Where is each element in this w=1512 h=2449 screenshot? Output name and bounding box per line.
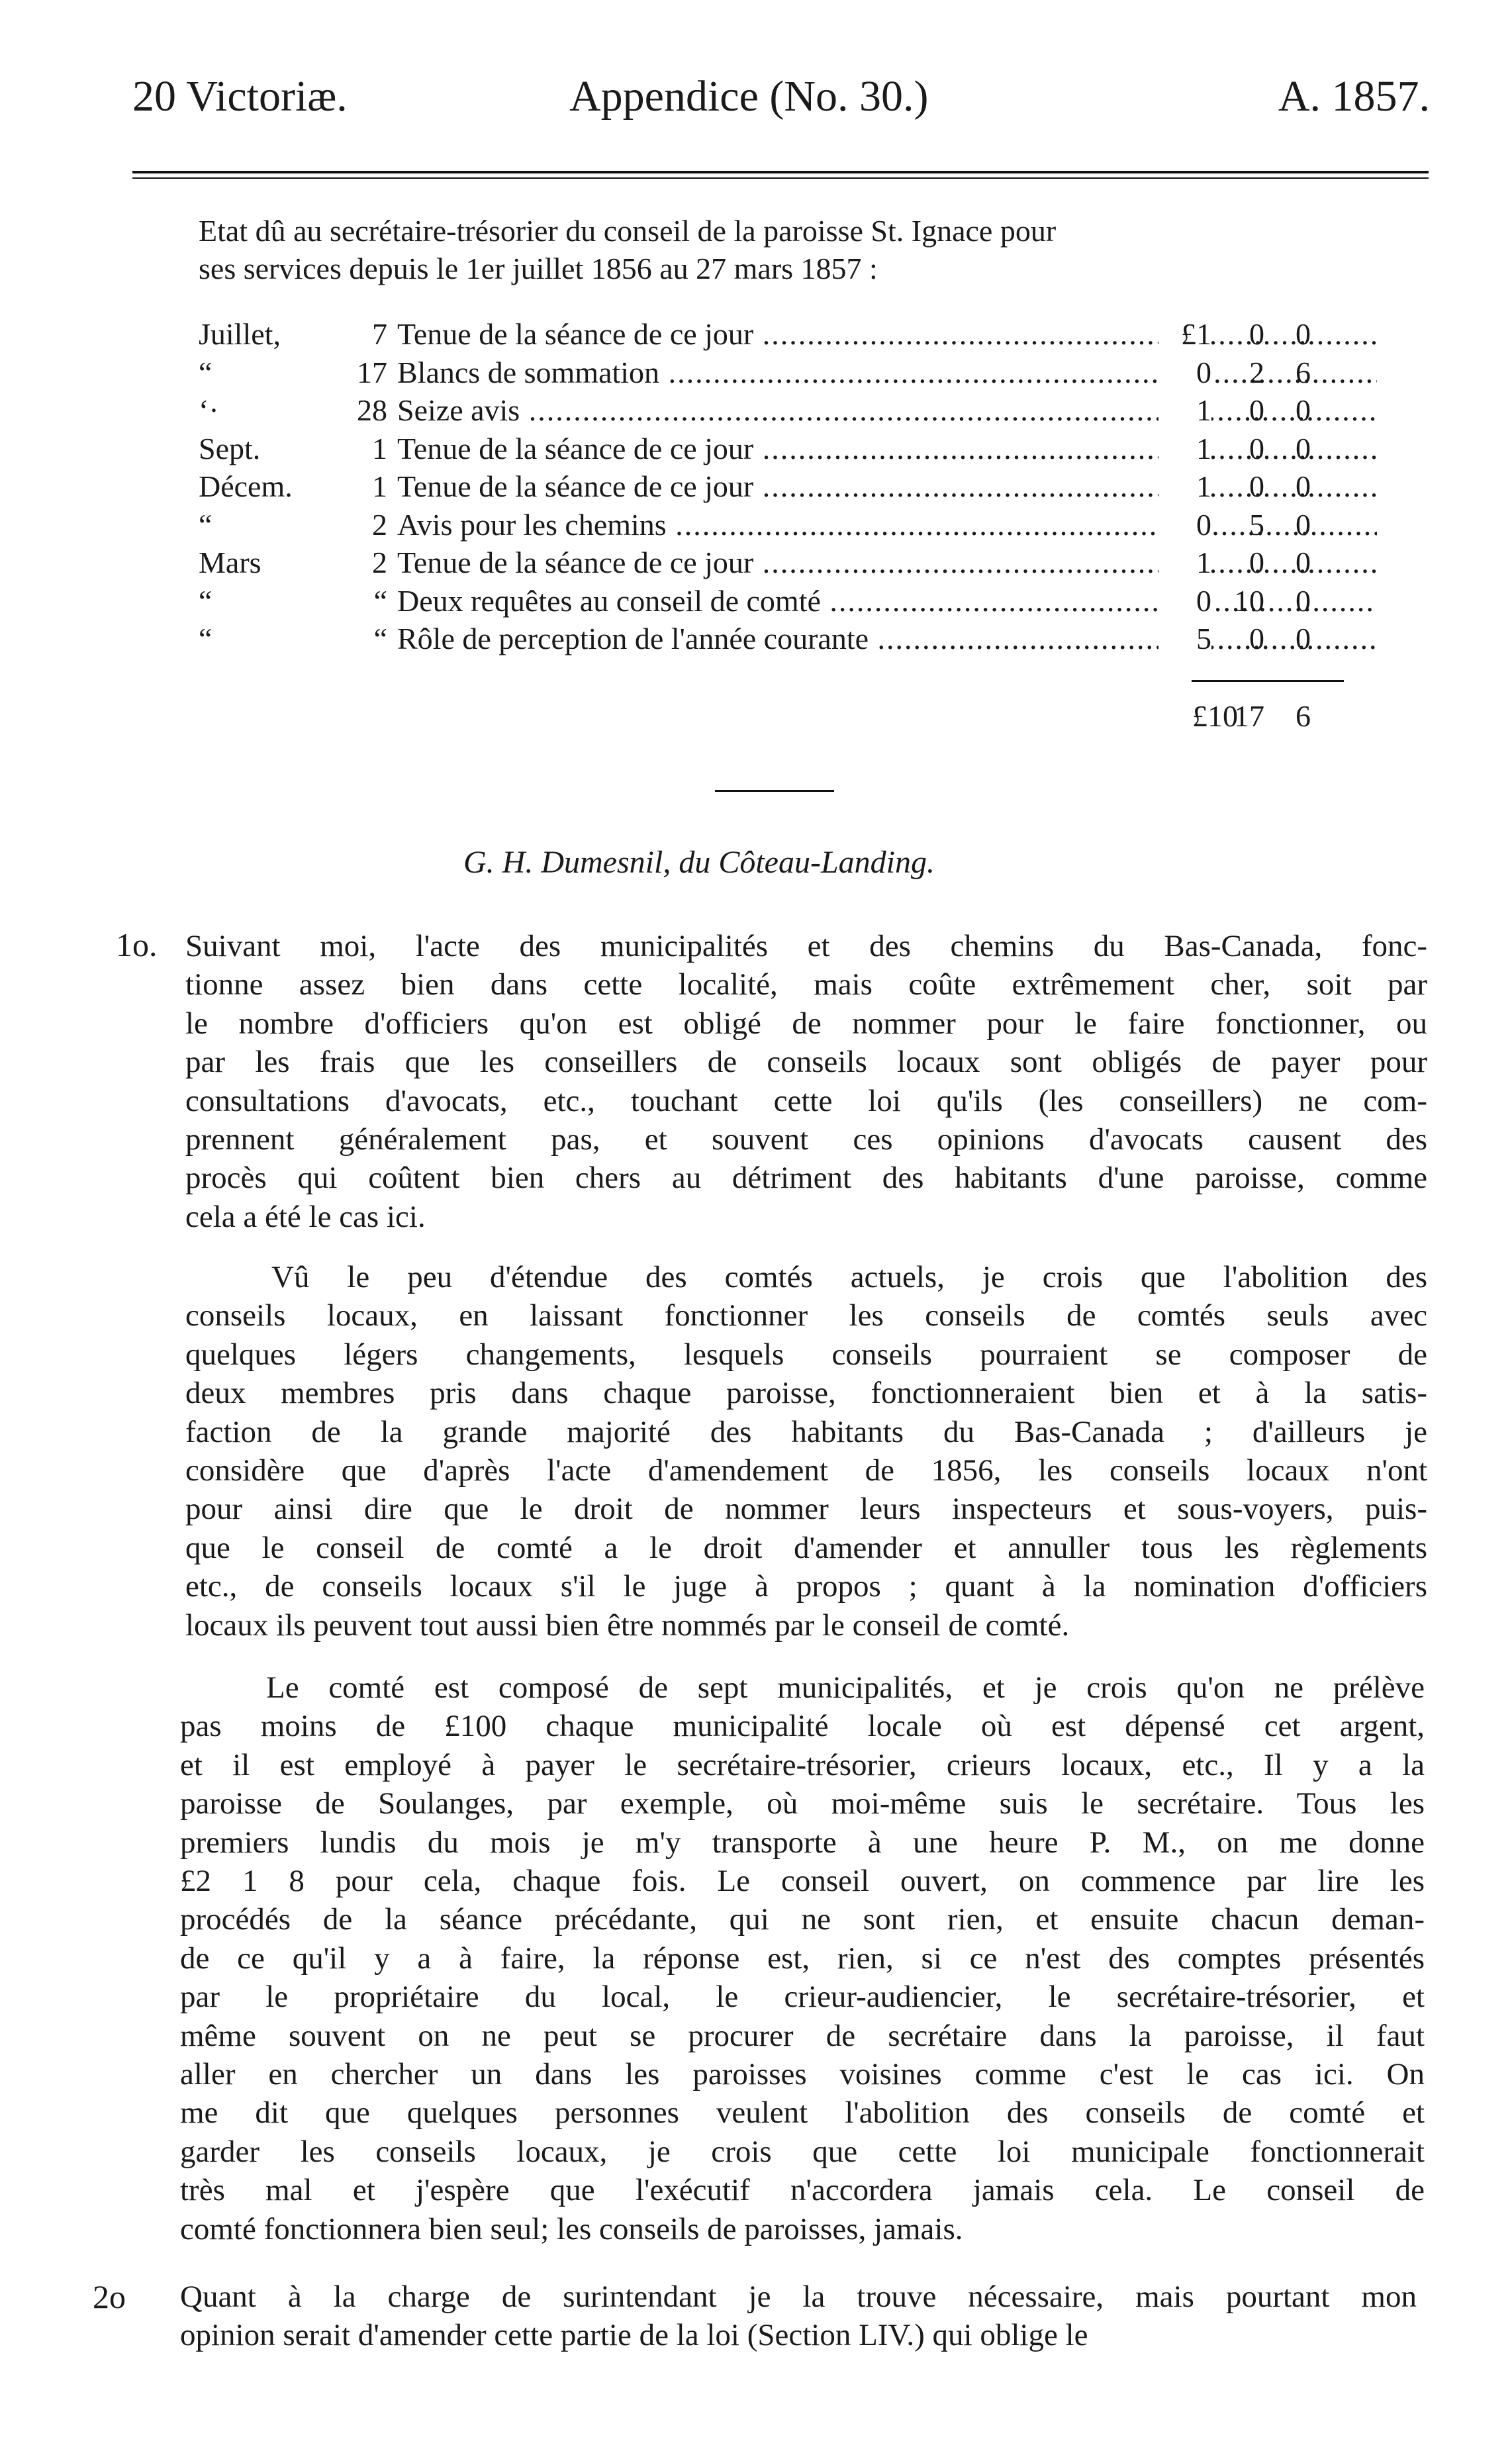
text-line: Le comté est composé de sept municipalités, et je crois qu'on ne prélève	[266, 1670, 1425, 1705]
account-pence: 0	[1296, 393, 1311, 427]
account-month: Décem.	[199, 469, 293, 503]
text-line: considère que d'après l'acte d'amendement de 1856, les conseils locaux n'ont	[185, 1453, 1427, 1488]
account-month: Sept.	[199, 431, 261, 465]
account-shillings: 0	[1249, 469, 1264, 503]
account-row	[199, 393, 1364, 430]
account-description: Tenue de la séance de ce jour .....	[397, 431, 1377, 466]
account-row	[199, 507, 1364, 545]
account-pounds: 0	[1158, 507, 1211, 542]
text-line: me dit que quelques personnes veulent l'abolition des conseils de comté et	[180, 2095, 1425, 2131]
header-rule-thin	[132, 177, 1429, 179]
section-number: 1o.	[116, 926, 158, 963]
account-shillings: 0	[1249, 317, 1264, 351]
account-month: “	[199, 507, 213, 542]
running-header	[132, 72, 1443, 124]
account-pence: 0	[1296, 583, 1311, 618]
text-line: cela a été le cas ici.	[185, 1199, 426, 1234]
paragraph	[180, 1668, 1425, 2248]
text-line: Suivant moi, l'acte des municipalités et des chemins du Bas-Canada, fonc-	[185, 929, 1427, 963]
account-pence: 0	[1296, 317, 1311, 351]
account-day: 2	[372, 507, 387, 542]
account-pence: 6	[1296, 355, 1311, 389]
account-month: ‘·	[199, 393, 219, 427]
section-separator	[715, 790, 834, 792]
account-day: 7	[372, 317, 387, 351]
account-month: “	[199, 622, 213, 655]
account-shillings: 0	[1249, 393, 1264, 427]
total-shillings: 17	[1234, 699, 1264, 733]
text-line: quelques légers changements, lesquels conseils pourraient se composer de	[185, 1337, 1427, 1372]
account-month: “	[199, 355, 213, 389]
account-row	[199, 316, 1364, 354]
text-line: pas moins de £100 chaque municipalité locale où est dépensé cet argent,	[180, 1709, 1425, 1744]
account-month: “	[199, 583, 213, 618]
text-line: de ce qu'il y a à faire, la réponse est, rien, si ce n'est des comptes présentés	[180, 1941, 1425, 1976]
text-line: paroisse de Soulanges, par exemple, où moi-même suis le secrétaire. Tous les	[180, 1786, 1425, 1821]
text-line: très mal et j'espère que l'exécutif n'accordera jamais cela. Le conseil de	[180, 2173, 1425, 2208]
account-row	[199, 583, 1364, 621]
account-description: Deux requêtes au conseil de comté .....	[397, 583, 1377, 618]
text-line: consultations d'avocats, etc., touchant cette loi qu'ils (les conseillers) ne com-	[185, 1083, 1427, 1118]
text-line: garder les conseils locaux, je crois que cette loi municipale fonctionnerait	[180, 2134, 1425, 2169]
account-day: 17	[357, 355, 387, 389]
account-description: Seize avis .....	[397, 393, 1377, 428]
text-line: même souvent on ne peut se procurer de secrétaire dans la paroisse, il faut	[180, 2018, 1425, 2053]
total-pounds: £10	[1192, 699, 1238, 733]
account-pence: 0	[1296, 469, 1311, 503]
account-description: Blancs de sommation .....	[397, 355, 1377, 390]
text-line: opinion serait d'amender cette partie de la loi (Section LIV.) qui oblige le	[180, 2318, 1088, 2353]
account-pence: 0	[1296, 507, 1311, 542]
text-line: pour ainsi dire que le droit de nommer leurs inspecteurs et sous-voyers, puis-	[185, 1492, 1427, 1527]
account-pounds: £1	[1158, 316, 1211, 352]
intro-line: Etat dû au secrétaire-trésorier du conseil de la paroisse St. Ignace pour	[199, 214, 1057, 248]
statement-intro	[199, 212, 1443, 287]
text-line: prennent généralement pas, et souvent ces opinions d'avocats causent des	[185, 1122, 1427, 1157]
account-month: Mars	[199, 546, 261, 579]
text-line: le nombre d'officiers qu'on est obligé de nommer pour le faire fonctionner, ou	[185, 1006, 1427, 1041]
text-line: conseils locaux, en laissant fonctionner les conseils de comtés seuls avec	[185, 1298, 1427, 1333]
account-description: Rôle de perception de l'année courante .....	[397, 621, 1377, 656]
account-day: 28	[357, 393, 387, 427]
account-pence: 0	[1296, 431, 1311, 465]
header-rule-thick	[132, 171, 1429, 173]
paragraph	[180, 2278, 1417, 2355]
account-row	[199, 355, 1364, 393]
text-line: tionne assez bien dans cette localité, mais coûte extrêmement cher, soit par	[185, 967, 1427, 1002]
text-line: Quant à la charge de surintendant je la trouve nécessaire, mais pourtant mon	[180, 2280, 1417, 2314]
paragraph	[185, 927, 1427, 1236]
account-pounds: 1	[1158, 431, 1211, 466]
intro-line: ses services depuis le 1er juillet 1856 au 27 mars 1857 :	[199, 252, 878, 285]
account-description: Tenue de la séance de ce jour .....	[397, 469, 1377, 504]
account-day: 1	[372, 431, 387, 465]
account-pounds: 1	[1158, 545, 1211, 580]
account-shillings: 0	[1249, 546, 1264, 579]
account-pounds: 5	[1158, 621, 1211, 656]
text-line: faction de la grande majorité des habitants du Bas-Canada ; d'ailleurs je	[185, 1414, 1427, 1449]
account-description: Avis pour les chemins .....	[397, 507, 1377, 542]
account-day: “	[373, 583, 387, 618]
total-rule	[1192, 680, 1344, 682]
account-shillings: 5	[1249, 507, 1264, 542]
total-pence: 6	[1296, 699, 1311, 733]
account-description: Tenue de la séance de ce jour .....	[397, 545, 1377, 580]
account-pounds: 1	[1158, 393, 1211, 428]
text-line: locaux ils peuvent tout aussi bien être nommés par le conseil de comté.	[185, 1608, 1070, 1643]
header-appendix: Appendice (No. 30.)	[569, 72, 929, 120]
text-line: procédés de la séance précédante, qui ne sont rien, et ensuite chacun deman-	[180, 1902, 1425, 1937]
account-day: “	[373, 622, 387, 655]
header-year: A. 1857.	[1278, 72, 1430, 120]
text-line: par les frais que les conseillers de conseils locaux sont obligés de payer pour	[185, 1045, 1427, 1080]
text-line: £2 1 8 pour cela, chaque fois. Le conseil ouvert, on commence par lire les	[180, 1864, 1425, 1899]
text-line: et il est employé à payer le secrétaire-trésorier, crieurs locaux, etc., Il y a la	[180, 1747, 1425, 1782]
paragraph	[185, 1258, 1427, 1645]
account-pounds: 0	[1158, 583, 1211, 618]
section-number: 2o	[93, 2278, 126, 2315]
account-row	[199, 469, 1364, 506]
header-volume: 20 Victoriæ.	[132, 72, 348, 120]
text-line: aller en chercher un dans les paroisses voisines comme c'est le cas ici. On	[180, 2057, 1425, 2092]
account-day: 2	[372, 546, 387, 579]
text-line: procès qui coûtent bien chers au détriment des habitants d'une paroisse, comme	[185, 1161, 1427, 1196]
account-row	[199, 431, 1364, 469]
text-line: deux membres pris dans chaque paroisse, fonctionneraient bien et à la satis-	[185, 1376, 1427, 1411]
account-pounds: 1	[1158, 469, 1211, 504]
account-pounds: 0	[1158, 355, 1211, 390]
account-shillings: 2	[1249, 355, 1264, 389]
text-line: par le propriétaire du local, le crieur-audiencier, le secrétaire-trésorier, et	[180, 1980, 1425, 2015]
account-shillings: 0	[1249, 431, 1264, 465]
account-shillings: 0	[1249, 622, 1264, 655]
account-pence: 0	[1296, 546, 1311, 579]
account-description: Tenue de la séance de ce jour .....	[397, 316, 1377, 352]
text-line: Vû le peu d'étendue des comtés actuels, je crois que l'abolition des	[271, 1260, 1427, 1294]
signature: G. H. Dumesnil, du Côteau-Landing.	[463, 845, 935, 880]
account-row	[199, 545, 1364, 583]
account-day: 1	[372, 469, 387, 503]
text-line: comté fonctionnera bien seul; les conseils de paroisses, jamais.	[180, 2211, 963, 2246]
text-line: premiers lundis du mois je m'y transporte à une heure P. M., on me donne	[180, 1825, 1425, 1860]
account-month: Juillet,	[199, 317, 281, 351]
account-shillings: 10	[1234, 583, 1264, 618]
text-line: que le conseil de comté a le droit d'amender et annuller tous les règlements	[185, 1530, 1427, 1565]
account-pence: 0	[1296, 622, 1311, 655]
account-row	[199, 621, 1364, 659]
text-line: etc., de conseils locaux s'il le juge à propos ; quant à la nomination d'officiers	[185, 1569, 1427, 1604]
